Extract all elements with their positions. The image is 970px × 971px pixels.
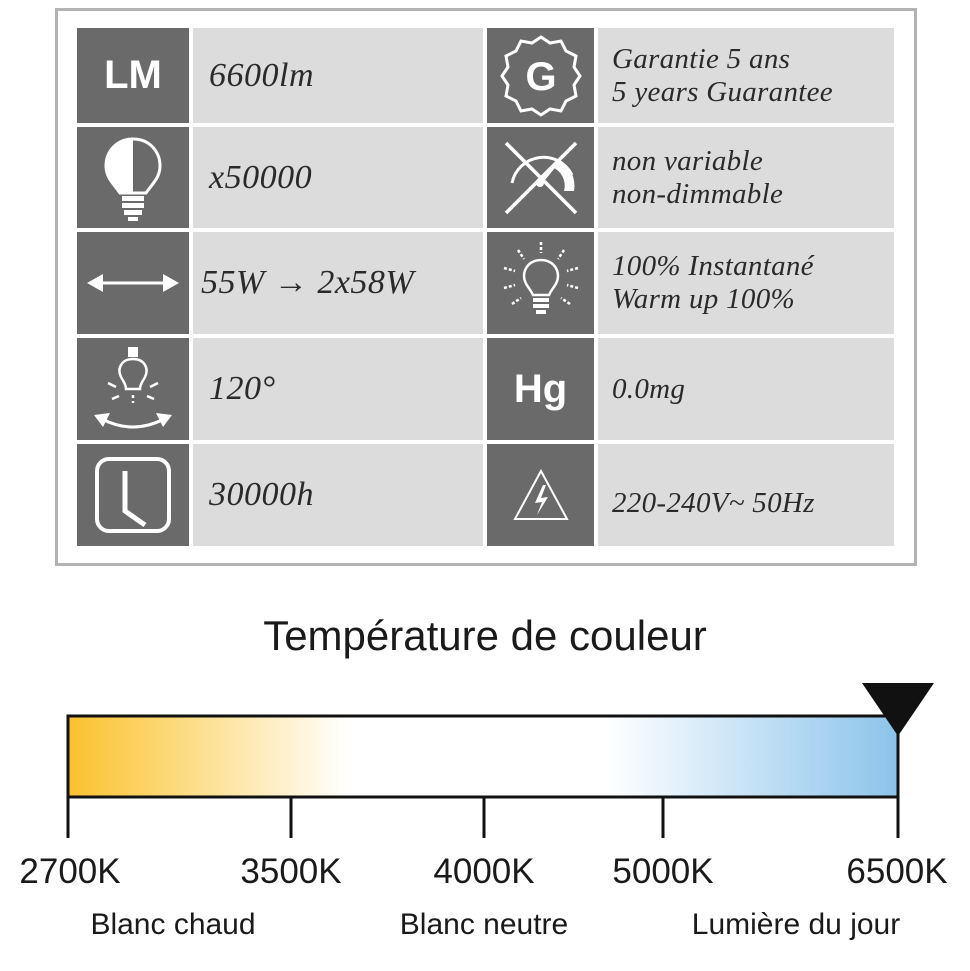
lifetime-cycles-text: x50000 [209, 158, 313, 196]
color-temperature-title: Température de couleur [263, 612, 707, 659]
tick-label-4000k: 4000K [433, 852, 535, 891]
tick-label-2700k: 2700K [19, 852, 121, 891]
lumen-value-text: 6600lm [209, 56, 314, 94]
scale-ticks [68, 797, 898, 838]
tick-label-5000k: 5000K [612, 852, 714, 891]
lumen-icon: LM [104, 53, 162, 97]
mercury-text: 0.0mg [612, 372, 686, 405]
lifetime-hours-text: 30000h [209, 476, 314, 513]
guarantee-text-fr: Garantie 5 ans [612, 42, 791, 75]
voltage-text: 220-240V~ 50Hz [612, 486, 815, 519]
zone-label-daylight: Lumière du jour [691, 908, 901, 941]
dimming-text-en: non-dimmable [612, 177, 784, 210]
beam-angle-text: 120° [209, 370, 276, 407]
guarantee-text-en: 5 years Guarantee [612, 75, 833, 108]
warm-up-text-fr: 100% Instantané [612, 250, 814, 282]
mercury-icon: Hg [513, 366, 568, 411]
color-temperature-gradient-bar [68, 716, 898, 797]
zone-label-neutral-white: Blanc neutre [399, 908, 569, 941]
zone-label-warm-white: Blanc chaud [90, 908, 256, 941]
dimming-text-fr: non variable [612, 144, 763, 177]
tick-label-6500k: 6500K [846, 852, 948, 891]
warm-up-text-en: Warm up 100% [612, 283, 795, 315]
wattage-equivalence-text: 55W → 2x58W [201, 264, 415, 301]
tick-label-3500k: 3500K [240, 852, 342, 891]
guarantee-seal-letter: G [524, 54, 557, 99]
